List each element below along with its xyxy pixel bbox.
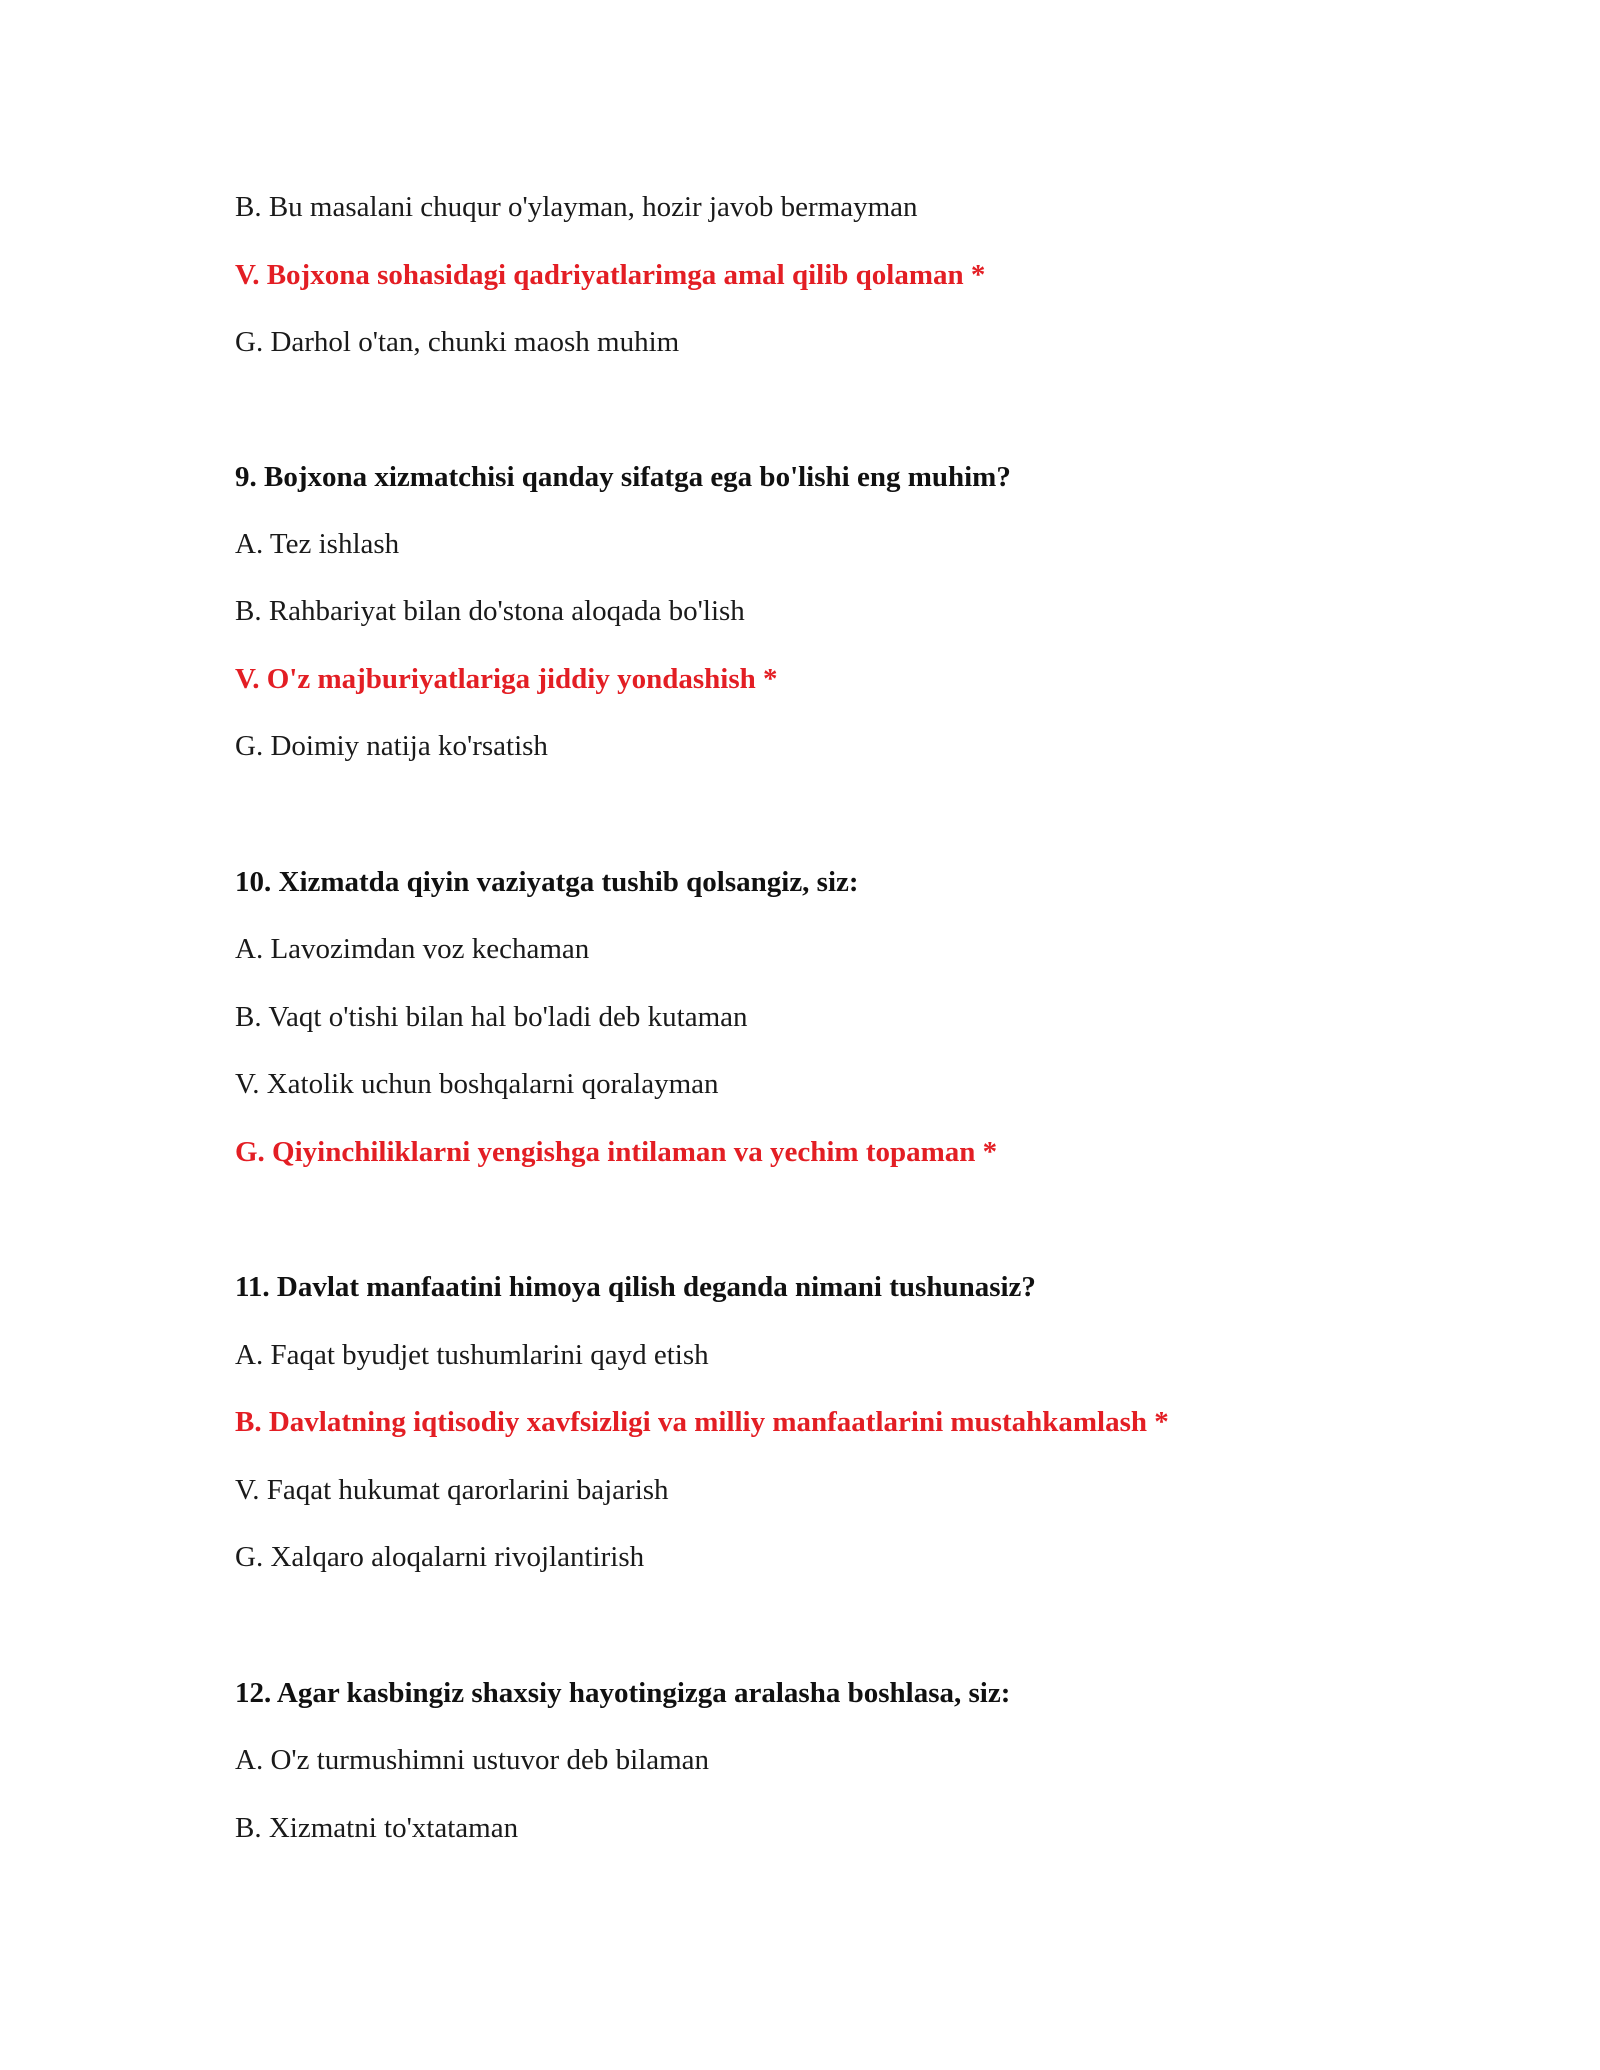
correct-option-9v: V. O'z majburiyatlariga jiddiy yondashish * [235, 663, 778, 695]
option-10a: A. Lavozimdan voz kechaman [235, 933, 590, 965]
option-9a: A. Tez ishlash [235, 528, 400, 560]
option-9b: B. Rahbariyat bilan do'stona aloqada bo'lish [235, 595, 745, 627]
option-9g: G. Doimiy natija ko'rsatish [235, 730, 548, 762]
option-12a: A. O'z turmushimni ustuvor deb bilaman [235, 1744, 709, 1776]
option-11a: A. Faqat byudjet tushumlarini qayd etish [235, 1339, 709, 1371]
option-11g: G. Xalqaro aloqalarni rivojlantirish [235, 1541, 645, 1573]
correct-option-11b: B. Davlatning iqtisodiy xavfsizligi va milliy manfaatlarini mustahkamlash * [235, 1406, 1169, 1438]
question-12: 12. Agar kasbingiz shaxsiy hayotingizga aralasha boshlasa, siz: [235, 1677, 1011, 1709]
option-8g: G. Darhol o'tan, chunki maosh muhim [235, 326, 680, 358]
question-10: 10. Xizmatda qiyin vaziyatga tushib qolsangiz, siz: [235, 866, 859, 898]
correct-option-8v: V. Bojxona sohasidagi qadriyatlarimga amal qilib qolaman * [235, 259, 986, 291]
question-11: 11. Davlat manfaatini himoya qilish deganda nimani tushunasiz? [235, 1271, 1036, 1303]
option-10v: V. Xatolik uchun boshqalarni qoralayman [235, 1068, 719, 1100]
option-12b: B. Xizmatni to'xtataman [235, 1812, 519, 1844]
option-11v: V. Faqat hukumat qarorlarini bajarish [235, 1474, 669, 1506]
question-9: 9. Bojxona xizmatchisi qanday sifatga ega bo'lishi eng muhim? [235, 461, 1011, 493]
option-8b: B. Bu masalani chuqur o'ylayman, hozir javob bermayman [235, 191, 918, 223]
correct-option-10g: G. Qiyinchiliklarni yengishga intilaman va yechim topaman * [235, 1136, 998, 1168]
option-10b: B. Vaqt o'tishi bilan hal bo'ladi deb kutaman [235, 1001, 748, 1033]
